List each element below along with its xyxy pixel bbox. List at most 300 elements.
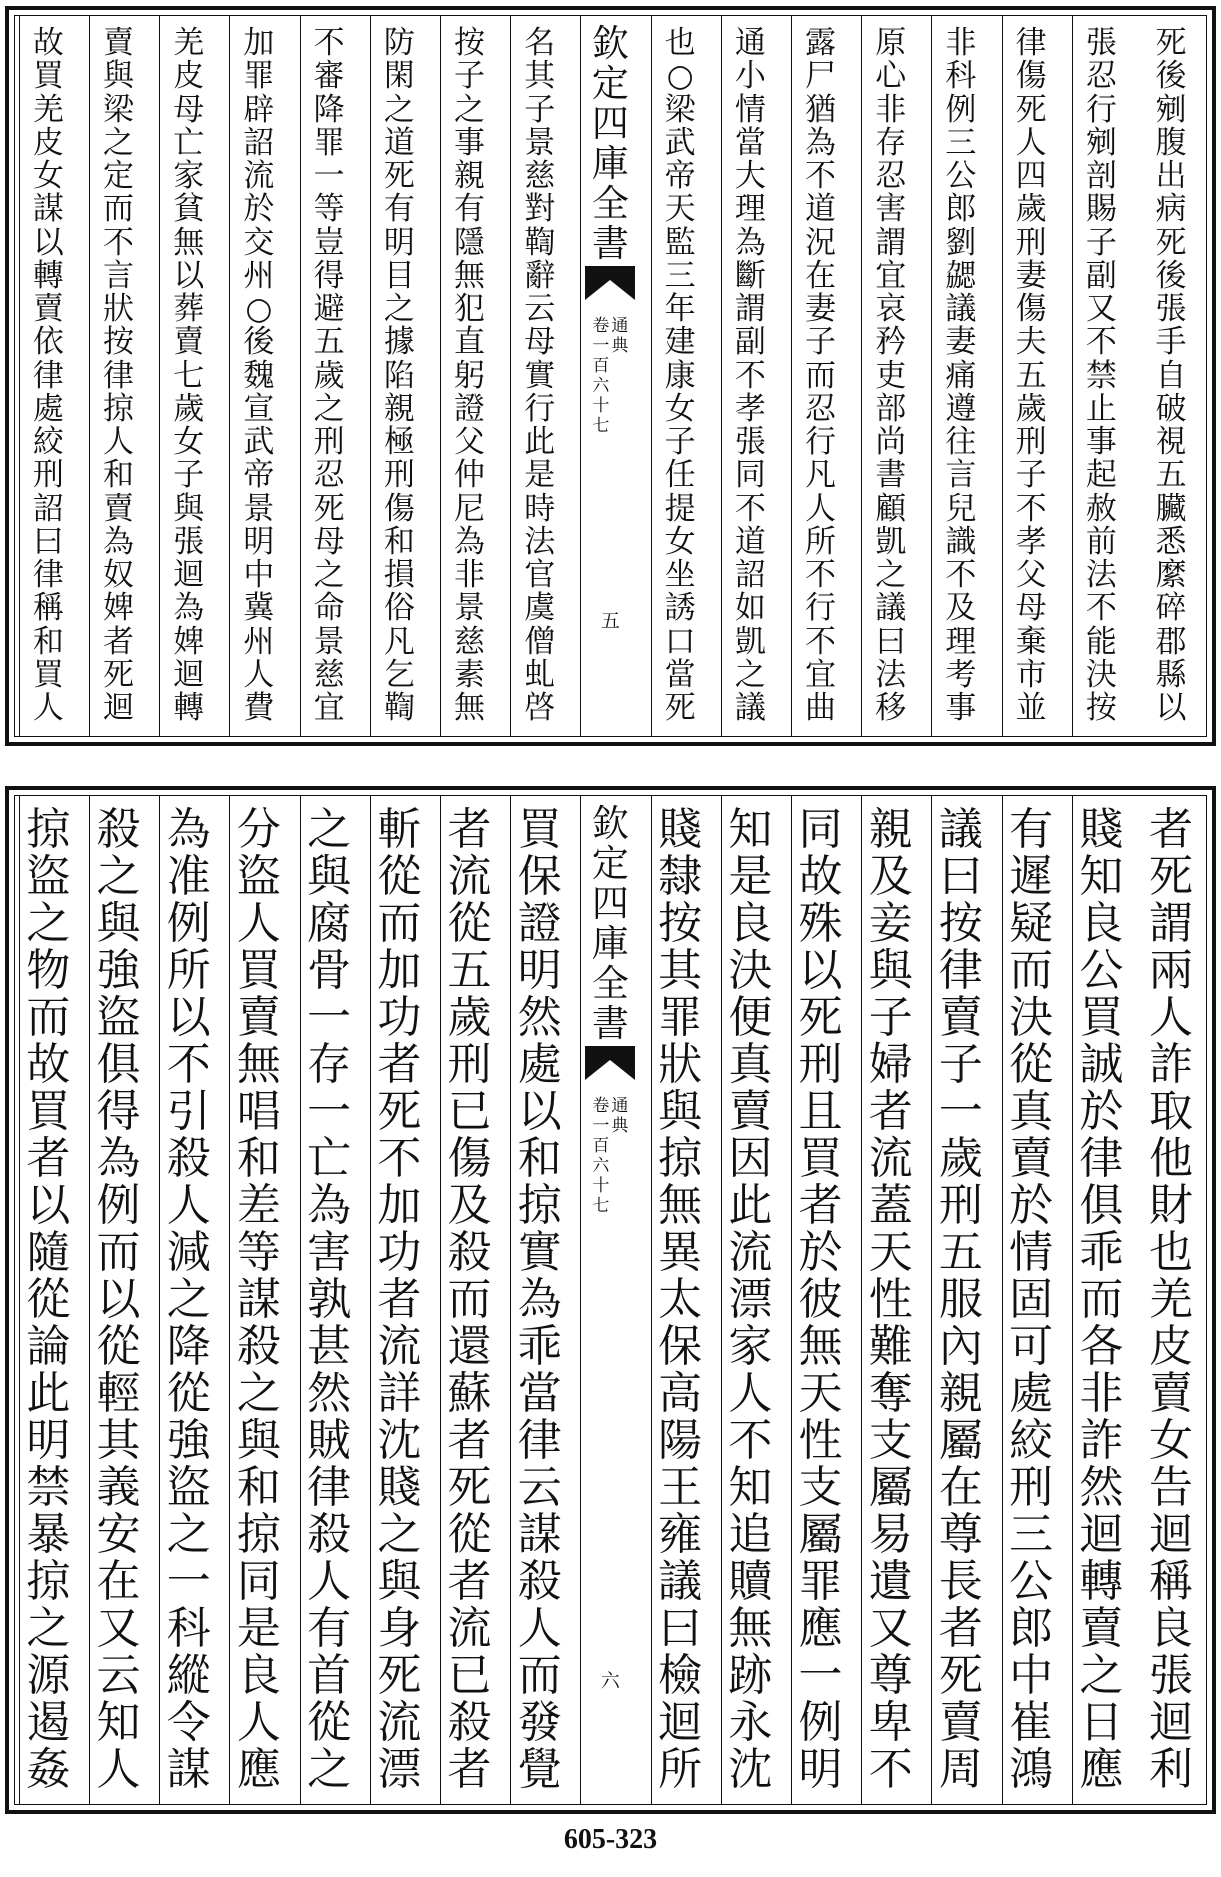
glyph: 支 — [798, 1462, 843, 1513]
glyph: 虬 — [524, 656, 556, 693]
glyph: 掠 — [26, 1556, 71, 1607]
glyph: 縣 — [1155, 656, 1187, 693]
glyph: 以 — [798, 945, 843, 996]
glyph: 賤 — [377, 1462, 422, 1513]
glyph: 依 — [32, 324, 64, 361]
glyph: 提 — [664, 490, 696, 527]
glyph: 掠 — [517, 1180, 562, 1231]
glyph: 謂 — [1149, 898, 1193, 949]
glyph: 之 — [26, 898, 71, 949]
glyph: 疑 — [1009, 898, 1054, 949]
text-column — [89, 796, 147, 1804]
glyph: 當 — [517, 1368, 562, 1419]
glyph: 者 — [447, 1415, 492, 1466]
glyph: 斬 — [377, 804, 422, 855]
glyph: 家 — [728, 1321, 773, 1372]
glyph: 郡 — [1155, 623, 1187, 660]
glyph: 決 — [1085, 656, 1117, 693]
glyph: 痛 — [945, 357, 977, 394]
glyph: 與 — [96, 898, 141, 949]
glyph: 殺 — [96, 804, 141, 855]
text-column — [651, 796, 709, 1804]
glyph: 自 — [1155, 357, 1187, 394]
glyph: 之 — [307, 1744, 352, 1795]
glyph: 買 — [1079, 992, 1124, 1043]
glyph: 仲 — [454, 457, 485, 494]
glyph: 為 — [517, 1274, 562, 1325]
book-title-char: 書 — [591, 1002, 629, 1045]
glyph: 律 — [307, 1462, 352, 1513]
glyph: 慈 — [524, 158, 556, 194]
glyph: 慈 — [313, 656, 345, 693]
glyph: 露 — [805, 25, 836, 61]
glyph: 賣 — [1009, 1133, 1054, 1184]
glyph: 孰 — [307, 1274, 352, 1325]
text-column — [19, 16, 77, 736]
glyph: 明 — [798, 1744, 843, 1795]
glyph: 名 — [524, 25, 556, 61]
glyph: 沈 — [728, 1744, 773, 1795]
glyph: 天 — [868, 1227, 913, 1278]
glyph: 曰 — [32, 523, 64, 560]
glyph: 傷 — [447, 1133, 492, 1184]
glyph: 皮 — [32, 124, 64, 161]
text-column — [1142, 796, 1200, 1804]
glyph: 出 — [1155, 158, 1187, 194]
glyph: 迴 — [1149, 1697, 1193, 1748]
glyph: 為 — [103, 523, 134, 560]
glyph: 律 — [103, 357, 134, 394]
glyph: 者 — [447, 1744, 492, 1795]
glyph: 例 — [945, 91, 977, 128]
glyph: 劉 — [945, 224, 977, 261]
glyph: 婢 — [173, 623, 205, 660]
glyph: 一 — [313, 158, 345, 194]
glyph: 高 — [658, 1368, 703, 1419]
glyph: 妾 — [868, 898, 913, 949]
book-title-char: 書 — [591, 222, 629, 265]
glyph: 五 — [313, 324, 345, 361]
glyph: 無 — [454, 257, 485, 294]
glyph: 宜 — [805, 656, 836, 693]
glyph: 如 — [734, 590, 766, 627]
glyph: 盜 — [96, 992, 141, 1043]
glyph: 降 — [313, 91, 345, 128]
glyph: 傷 — [383, 490, 415, 527]
book-title-char: 欽 — [591, 802, 629, 845]
glyph: 有 — [1009, 804, 1054, 855]
glyph: 張 — [1085, 25, 1117, 61]
glyph: 於 — [798, 1227, 843, 1278]
book-title-char: 四 — [591, 102, 629, 145]
glyph: 年 — [664, 291, 696, 327]
glyph: 狀 — [658, 1039, 703, 1090]
glyph: 良 — [236, 1650, 281, 1701]
glyph: 是 — [524, 457, 556, 494]
glyph: 存 — [307, 1039, 352, 1090]
glyph: 隸 — [658, 851, 703, 902]
page-bottom-frame — [14, 795, 1207, 1805]
glyph: 曲 — [805, 690, 836, 726]
glyph: 官 — [524, 557, 556, 593]
glyph: 五 — [1155, 457, 1187, 494]
glyph: 一 — [166, 1556, 211, 1607]
glyph: 檢 — [658, 1650, 703, 1701]
glyph: 子 — [938, 1039, 983, 1090]
glyph: 詐 — [1079, 1415, 1124, 1466]
glyph: 賣 — [728, 1086, 773, 1137]
glyph: 處 — [32, 390, 64, 427]
glyph: 曰 — [658, 1603, 703, 1654]
glyph: 而 — [1079, 1274, 1124, 1325]
folio-number: 六 — [600, 1670, 620, 1692]
glyph: 議 — [945, 291, 977, 327]
book-title — [581, 804, 639, 1044]
glyph: 景 — [524, 124, 556, 161]
glyph: 減 — [166, 1227, 211, 1278]
glyph: 殺 — [166, 1133, 211, 1184]
glyph: 天 — [798, 1368, 843, 1419]
glyph: 法 — [875, 656, 907, 693]
glyph: 人 — [236, 1697, 281, 1748]
glyph: 乖 — [1079, 1227, 1124, 1278]
glyph: 死 — [1149, 851, 1193, 902]
glyph: 律 — [32, 357, 64, 394]
glyph: 流 — [447, 851, 492, 902]
glyph: 云 — [524, 291, 556, 327]
glyph: 於 — [1079, 1086, 1124, 1137]
glyph: 死 — [377, 1650, 422, 1701]
glyph: 功 — [377, 992, 422, 1043]
book-title-char: 四 — [591, 882, 629, 925]
glyph: 漂 — [377, 1744, 422, 1795]
glyph: 刑 — [1015, 424, 1047, 460]
glyph: 迴 — [1079, 1509, 1124, 1560]
glyph: 害 — [875, 191, 907, 228]
glyph: 掠 — [658, 1133, 703, 1184]
glyph: 以 — [173, 257, 205, 294]
glyph: 事 — [454, 124, 485, 161]
glyph: 買 — [517, 804, 562, 855]
glyph: 悉 — [1155, 523, 1187, 560]
glyph: 帝 — [664, 158, 696, 194]
glyph: 非 — [454, 557, 485, 593]
glyph: 赦 — [1085, 490, 1117, 527]
volume-label — [581, 1096, 639, 1216]
glyph: 謀 — [166, 1744, 211, 1795]
glyph: 羌 — [1149, 1274, 1193, 1325]
glyph: 便 — [728, 992, 773, 1043]
glyph: 尼 — [454, 490, 485, 527]
glyph: 在 — [938, 1462, 983, 1513]
glyph: 卑 — [868, 1697, 913, 1748]
glyph: 辟 — [243, 91, 275, 128]
glyph: 於 — [1009, 1180, 1054, 1231]
glyph: 謂 — [734, 291, 766, 327]
glyph: 之 — [166, 1509, 211, 1560]
glyph: 之 — [377, 1509, 422, 1560]
glyph: 女 — [664, 390, 696, 427]
glyph: 詔 — [32, 490, 64, 527]
glyph: 告 — [1149, 1462, 1193, 1513]
glyph: 尊 — [938, 1509, 983, 1560]
glyph: 內 — [938, 1321, 983, 1372]
glyph: 屬 — [868, 1462, 913, 1513]
glyph: 理 — [734, 191, 766, 228]
glyph: 視 — [1155, 424, 1187, 460]
glyph: 交 — [243, 224, 275, 261]
glyph: 禁 — [26, 1462, 71, 1513]
text-column — [300, 796, 358, 1804]
glyph: 物 — [26, 945, 71, 996]
glyph: 移 — [875, 690, 907, 726]
glyph: 迴 — [173, 557, 205, 593]
glyph: 歲 — [173, 390, 205, 427]
glyph: 審 — [313, 58, 345, 95]
glyph: 以 — [96, 1274, 141, 1325]
glyph: 婢 — [103, 590, 134, 627]
glyph: 應 — [798, 1603, 843, 1654]
glyph: 差 — [236, 1180, 281, 1231]
glyph: 人 — [243, 656, 275, 693]
glyph: 謂 — [875, 224, 907, 261]
page-top — [5, 6, 1216, 746]
glyph: 得 — [313, 257, 345, 294]
glyph: 歲 — [447, 992, 492, 1043]
glyph: 俱 — [1079, 1180, 1124, 1231]
glyph: 時 — [524, 490, 556, 527]
glyph: 死 — [447, 1462, 492, 1513]
glyph: 買 — [236, 945, 281, 996]
glyph: 與 — [868, 945, 913, 996]
glyph: 人 — [1149, 992, 1193, 1043]
text-column — [440, 796, 498, 1804]
glyph: 殺 — [447, 1697, 492, 1748]
center-banner — [580, 796, 638, 1804]
glyph: 強 — [96, 945, 141, 996]
glyph: 事 — [1085, 424, 1117, 460]
glyph: 源 — [26, 1650, 71, 1701]
glyph: 子 — [173, 457, 205, 494]
glyph: 夫 — [1015, 324, 1047, 361]
glyph: 盜 — [26, 851, 71, 902]
glyph: 五 — [447, 945, 492, 996]
glyph: 掠 — [103, 390, 134, 427]
glyph: 定 — [103, 158, 134, 194]
glyph: 者 — [377, 1039, 422, 1090]
glyph: 應 — [236, 1744, 281, 1795]
glyph: 迴 — [173, 656, 205, 693]
glyph: 知 — [96, 1697, 141, 1748]
text-column — [370, 796, 428, 1804]
glyph: 賣 — [32, 291, 64, 327]
glyph: 無 — [728, 1603, 773, 1654]
glyph: 傷 — [1015, 58, 1047, 95]
glyph: 武 — [243, 424, 275, 460]
glyph: 狀 — [103, 291, 134, 327]
glyph: 吏 — [875, 357, 907, 394]
glyph: 人 — [166, 1180, 211, 1231]
glyph: 此 — [728, 1180, 773, 1231]
glyph: 非 — [1079, 1368, 1124, 1419]
glyph: 子 — [1085, 224, 1117, 261]
glyph: 極 — [383, 424, 415, 460]
glyph: 良 — [728, 898, 773, 949]
glyph: 首 — [307, 1650, 352, 1701]
glyph: 按 — [1085, 690, 1117, 726]
glyph: 女 — [32, 158, 64, 194]
glyph: 流 — [728, 1227, 773, 1278]
glyph: 迴 — [1149, 1509, 1193, 1560]
glyph: 已 — [447, 1086, 492, 1137]
glyph: 辭 — [524, 257, 556, 294]
glyph: 行 — [805, 590, 836, 627]
glyph: 屬 — [798, 1509, 843, 1560]
glyph: 家 — [173, 158, 205, 194]
glyph: 口 — [664, 623, 696, 660]
glyph: 謀 — [517, 1509, 562, 1560]
glyph: 忍 — [313, 457, 345, 494]
glyph: 子 — [524, 91, 556, 128]
glyph: 買 — [798, 1133, 843, 1184]
glyph: 宣 — [243, 390, 275, 427]
glyph: 謀 — [236, 1274, 281, 1325]
glyph: 張 — [1149, 1650, 1193, 1701]
glyph: 羌 — [173, 25, 205, 61]
glyph: 知 — [1079, 851, 1124, 902]
glyph: 情 — [734, 91, 766, 128]
glyph: 流 — [447, 1603, 492, 1654]
glyph: 七 — [173, 357, 205, 394]
glyph: 以 — [517, 1086, 562, 1137]
glyph: 故 — [798, 851, 843, 902]
glyph: 曰 — [875, 623, 907, 660]
glyph: 其 — [96, 1415, 141, 1466]
glyph: 道 — [734, 523, 766, 560]
glyph: 傷 — [1015, 291, 1047, 327]
glyph: 景 — [313, 623, 345, 660]
glyph: 然 — [307, 1368, 352, 1419]
glyph: 遵 — [945, 390, 977, 427]
glyph: 人 — [236, 898, 281, 949]
glyph: 中 — [1009, 1650, 1054, 1701]
fishtail-mark-icon — [585, 266, 635, 300]
glyph: 刑 — [798, 1039, 843, 1090]
glyph: 是 — [728, 851, 773, 902]
glyph: 犯 — [454, 291, 485, 327]
glyph: 謀 — [32, 191, 64, 228]
glyph: 按 — [938, 898, 983, 949]
glyph: 奴 — [103, 557, 134, 593]
glyph: 漂 — [728, 1274, 773, 1325]
glyph: 轉 — [1079, 1556, 1124, 1607]
glyph: 人 — [805, 490, 836, 527]
glyph: 在 — [96, 1556, 141, 1607]
glyph: 之 — [454, 91, 485, 128]
glyph: 法 — [524, 523, 556, 560]
glyph: 者 — [26, 1133, 71, 1184]
glyph: 難 — [868, 1321, 913, 1372]
glyph: 殺 — [236, 1321, 281, 1372]
book-title-char: 定 — [591, 62, 629, 105]
glyph: 奪 — [868, 1368, 913, 1419]
glyph: 書 — [875, 457, 907, 494]
glyph: 又 — [868, 1603, 913, 1654]
glyph: 理 — [945, 623, 977, 660]
glyph: 無 — [454, 690, 485, 726]
glyph: 詐 — [1149, 1039, 1193, 1090]
glyph: 父 — [454, 424, 485, 460]
glyph: 不 — [945, 557, 977, 593]
glyph: 掠 — [236, 1509, 281, 1560]
glyph: 歲 — [313, 357, 345, 394]
glyph: 可 — [1009, 1321, 1054, 1372]
glyph: 性 — [798, 1415, 843, 1466]
glyph: 害 — [307, 1227, 352, 1278]
glyph: 縱 — [166, 1650, 211, 1701]
glyph: 然 — [1079, 1462, 1124, 1513]
glyph: 之 — [307, 804, 352, 855]
glyph: 不 — [734, 490, 766, 527]
glyph: 賣 — [103, 25, 134, 61]
glyph: 例 — [96, 1180, 141, 1231]
text-column — [861, 796, 919, 1804]
glyph: 例 — [166, 898, 211, 949]
glyph: 明 — [26, 1415, 71, 1466]
glyph: 道 — [805, 191, 836, 228]
book-title-char: 庫 — [591, 922, 629, 965]
glyph: 言 — [103, 257, 134, 294]
glyph: 其 — [524, 58, 556, 95]
glyph: 迴 — [658, 1697, 703, 1748]
glyph: 三 — [945, 124, 977, 161]
glyph: 發 — [517, 1697, 562, 1748]
glyph: 不 — [805, 623, 836, 660]
glyph: 勰 — [945, 257, 977, 294]
glyph: 三 — [664, 257, 696, 294]
glyph: 與 — [236, 1415, 281, 1466]
glyph: 死 — [103, 656, 134, 693]
glyph: 一 — [798, 1650, 843, 1701]
glyph: 崔 — [1009, 1697, 1054, 1748]
glyph: 賤 — [658, 804, 703, 855]
glyph: 不 — [805, 557, 836, 593]
glyph: 前 — [1085, 523, 1117, 560]
glyph: 其 — [658, 945, 703, 996]
glyph: 死 — [313, 490, 345, 527]
glyph: 論 — [26, 1321, 71, 1372]
glyph: 公 — [945, 158, 977, 194]
glyph: 明 — [383, 224, 415, 261]
glyph: 母 — [173, 91, 205, 128]
glyph: 身 — [377, 1603, 422, 1654]
glyph: 為 — [734, 224, 766, 261]
glyph: 及 — [945, 590, 977, 627]
glyph: 從 — [1009, 1039, 1054, 1090]
juan-number: 卷 一 百 六 十 七 — [592, 316, 610, 436]
glyph: 從 — [447, 1509, 492, 1560]
glyph: 小 — [734, 58, 766, 95]
glyph: 加 — [377, 1180, 422, 1231]
glyph: 明 — [517, 945, 562, 996]
text-column — [159, 16, 217, 736]
glyph: 為 — [307, 1180, 352, 1231]
glyph: 引 — [166, 1086, 211, 1137]
glyph: 不 — [734, 357, 766, 394]
glyph: 義 — [96, 1462, 141, 1513]
glyph: 後 — [1155, 257, 1187, 294]
glyph: 蘇 — [447, 1368, 492, 1419]
